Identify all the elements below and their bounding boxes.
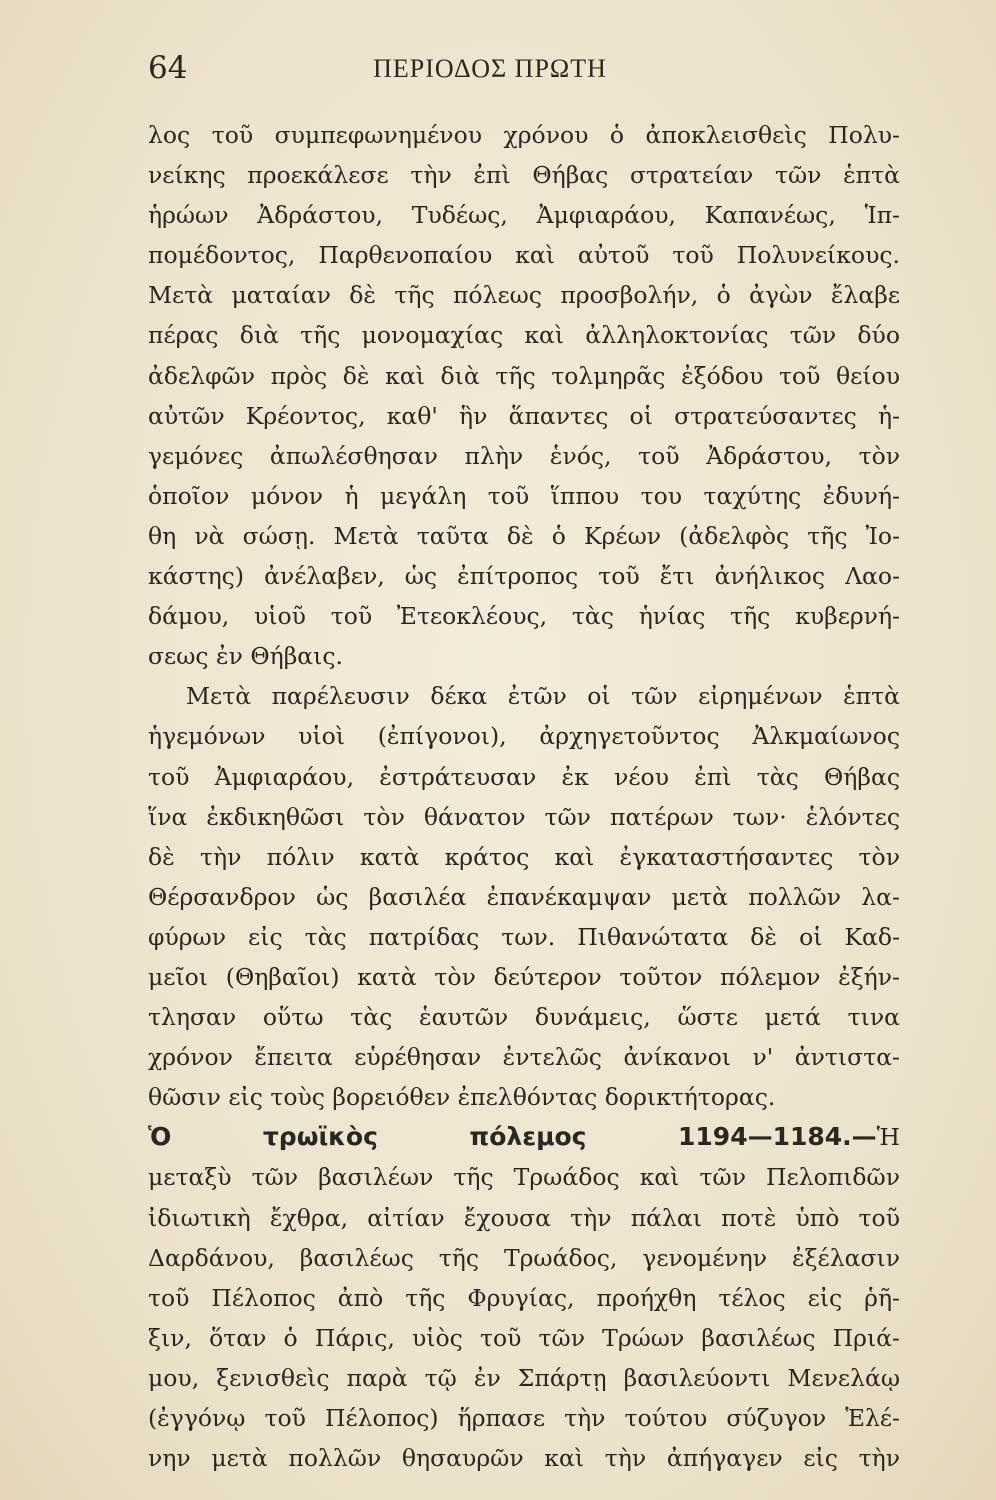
text-line: ἡγεμόνων υἱοὶ (ἐπίγονοι), ἀρχηγετοῦντος Ἀλκμαίωνος (148, 722, 900, 751)
text-line: ἰδιωτικὴ ἔχθρα, αἰτίαν ἔχουσα τὴν πάλαι ποτὲ ὑπὸ τοῦ (148, 1203, 900, 1232)
page-body (148, 115, 900, 1478)
text-line: Δαρδάνου, βασιλέως τῆς Τρωάδος, γενομένην ἐξέλασιν (148, 1243, 900, 1272)
text-line: γεμόνες ἀπωλέσθησαν πλὴν ἑνός, τοῦ Ἀδράστου, τὸν (148, 441, 900, 470)
text-line: μεταξὺ τῶν βασιλέων τῆς Τρωάδος καὶ τῶν Πελοπιδῶν (148, 1163, 900, 1192)
text-line: ἡρώων Ἀδράστου, Τυδέως, Ἀμφιαράου, Καπανέως, Ἱπ- (148, 201, 900, 230)
text-line: τλησαν οὕτω τὰς ἑαυτῶν δυνάμεις, ὥστε μετά τινα (148, 1003, 900, 1032)
text-line: δάμου, υἱοῦ τοῦ Ἐτεοκλέους, τὰς ἡνίας τῆς κυβερνή- (148, 602, 900, 631)
text-line: (ἐγγόνῳ τοῦ Πέλοπος) ἥρπασε τὴν τούτου σύζυγον Ἑλέ- (148, 1404, 900, 1432)
section-text (148, 1157, 900, 1478)
text-line: θῶσιν εἰς τοὺς βορειόθεν ἐπελθόντας δορικτήτορας. (148, 1083, 776, 1112)
text-line: τοῦ Ἀμφιαράου, ἐστράτευσαν ἐκ νέου ἐπὶ τὰς Θήβας (148, 762, 900, 791)
page-number: 64 (148, 50, 188, 86)
text-line (148, 1117, 900, 1157)
text-line: Μετὰ παρέλευσιν δέκα ἐτῶν οἱ τῶν εἰρημένων ἑπτὰ (186, 682, 900, 711)
text-line: Θέρσανδρον ὡς βασιλέα ἐπανέκαμψαν μετὰ πολλῶν λα- (148, 882, 900, 911)
text-line: ἵνα ἐκδικηθῶσι τὸν θάνατον τῶν πατέρων των· ἑλόντες (148, 802, 900, 831)
text-line: τοῦ Πέλοπος ἀπὸ τῆς Φρυγίας, προήχθη τέλος εἰς ῥῆ- (148, 1283, 900, 1312)
text-line: χρόνον ἔπειτα εὑρέθησαν ἐντελῶς ἀνίκανοι ν' ἀντιστα- (148, 1043, 900, 1072)
text-line: πομέδοντος, Παρθενοπαίου καὶ αὐτοῦ τοῦ Πολυνείκους. (148, 241, 900, 270)
text-line: πέρας διὰ τῆς μονομαχίας καὶ ἀλληλοκτονίας τῶν δύο (148, 321, 900, 350)
text-line: ἀδελφῶν πρὸς δὲ καὶ διὰ τῆς τολμηρᾶς ἐξόδου τοῦ θείου (148, 361, 900, 390)
text-line: αὐτῶν Κρέοντος, καθ' ἣν ἅπαντες οἱ στρατεύσαντες ἡ- (148, 401, 900, 430)
text-line: ὁποῖον μόνον ἡ μεγάλη τοῦ ἵππου του ταχύτης ἐδυνή- (148, 481, 900, 510)
text-line: θη νὰ σώσῃ. Μετὰ ταῦτα δὲ ὁ Κρέων (ἀδελφὸς τῆς Ἰο- (148, 521, 900, 550)
heading-line-text: Ἡ (876, 1123, 900, 1152)
text-line: νείκης προεκάλεσε τὴν ἐπὶ Θήβας στρατείαν τῶν ἑπτὰ (148, 161, 900, 190)
text-line: ξιν, ὅταν ὁ Πάρις, υἱὸς τοῦ τῶν Τρώων βασιλέως Πριά- (148, 1323, 900, 1352)
paragraph (148, 676, 900, 1117)
text-line: νην μετὰ πολλῶν θησαυρῶν καὶ τὴν ἀπήγαγεν εἰς τὴν (148, 1444, 900, 1473)
text-line: κάστης) ἀνέλαβεν, ὡς ἐπίτροπος τοῦ ἔτι ἀνήλικος Λαο- (148, 562, 900, 591)
text-line: λος τοῦ συμπεφωνημένου χρόνου ὁ ἀποκλεισθεὶς Πολυ- (148, 121, 900, 149)
section-troy (148, 1117, 900, 1478)
page-header (0, 50, 996, 100)
text-line: σεως ἐν Θήβαις. (148, 642, 344, 671)
text-line: μου, ξενισθεὶς παρὰ τῷ ἐν Σπάρτῃ βασιλεύοντι Μενελάῳ (148, 1363, 900, 1392)
section-heading: Ὁ τρωϊκὸς πόλεμος 1194—1184.— (148, 1122, 877, 1152)
running-head: ΠΕΡΙΟΔΟΣ ΠΡΩΤΗ (373, 54, 607, 83)
text-line: φύρων εἰς τὰς πατρίδας των. Πιθανώτατα δὲ οἱ Καδ- (148, 922, 900, 951)
text-line: δὲ τὴν πόλιν κατὰ κράτος καὶ ἐγκαταστήσαντες τὸν (148, 842, 900, 871)
paragraph (148, 115, 900, 676)
text-line: Μετὰ ματαίαν δὲ τῆς πόλεως προσβολήν, ὁ ἀγὼν ἔλαβε (148, 281, 900, 310)
text-line: μεῖοι (Θηβαῖοι) κατὰ τὸν δεύτερον τοῦτον πόλεμον ἐξήν- (148, 962, 900, 991)
